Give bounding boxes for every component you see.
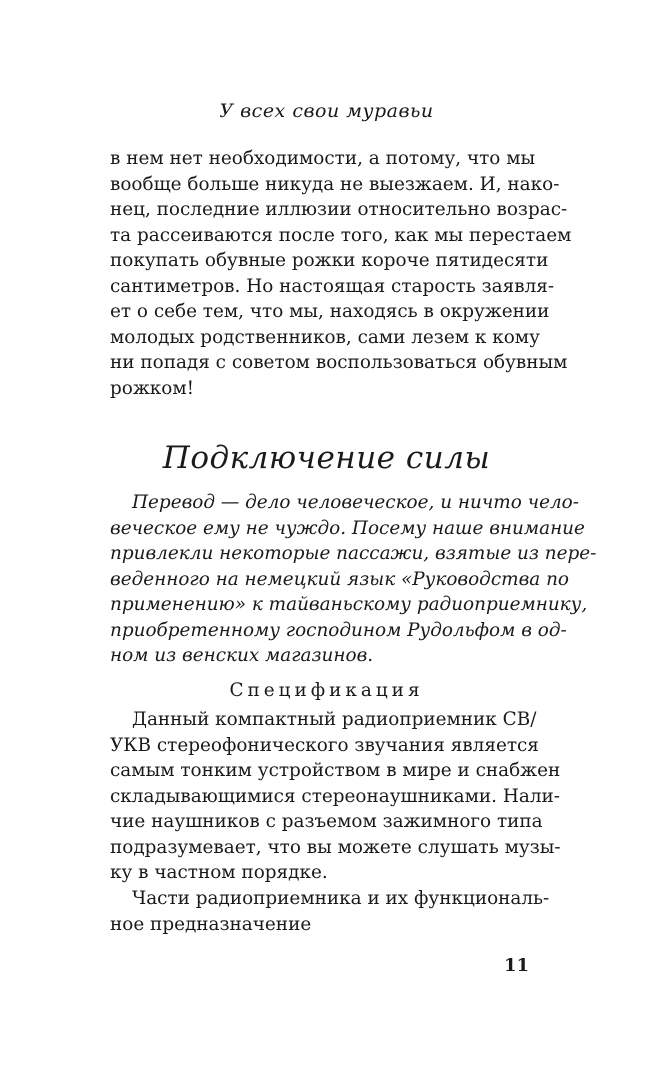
text-line: Данный компактный радиоприемник СВ/ [132,709,537,730]
text-line: сантиметров. Но настоящая старость заявля- [110,275,555,297]
text-line: веденного на немецкий язык «Руководства по [110,568,570,590]
paragraph-top [110,146,572,401]
text-line: ном из венских магазинов. [110,645,374,666]
text-line: вообще больше никуда не выезжаем. И, нако- [110,173,560,195]
text-line: нец, последние иллюзии относительно возрас- [110,199,568,220]
text-line: УКВ стереофонического звучания является [110,734,539,756]
page-number: 11 [503,955,529,976]
text-line: ку в частном порядке. [110,862,328,883]
text-line: приобретенному господином Рудольфом в од- [110,619,567,641]
text-line: Части радиоприемника и их функциональ- [132,888,550,909]
text-line: молодых родственников, сами лезем к кому [110,326,540,348]
text-line: Перевод — дело человеческое, и ничто чело- [132,492,579,513]
text-line: чие наушников с разъемом зажимного типа [110,811,543,832]
intro-paragraph [110,490,597,669]
spec-paragraph [110,707,561,886]
text-line: ни попадя с советом воспользоваться обувным [110,352,568,373]
text-line: ет о себе тем, что мы, находясь в окружении [110,301,550,322]
text-line: та рассеиваются после того, как мы перестаем [110,224,572,246]
text-line: подразумевает, что вы можете слушать музы- [110,836,561,858]
subheading: Спецификация [229,680,424,701]
text-line: в нем нет необходимости, а потому, что мы [110,148,536,169]
text-line: покупать обувные рожки короче пятидесяти [110,250,549,271]
text-line: применению» к тайваньскому радиоприемнику, [110,594,588,615]
running-head: У всех свои муравьи [219,100,434,122]
text-line: веческое ему не чуждо. Посему наше внимание [110,517,585,539]
section-heading: Подключение силы [162,440,491,476]
text-line: привлекли некоторые пассажи, взятые из пере- [110,543,597,564]
text-line: самым тонким устройством в мире и снабжен [110,760,561,781]
text-line: ное предназначение [110,913,312,935]
text-line: складывающимися стереонаушниками. Нали- [110,785,561,807]
parts-paragraph [110,886,550,937]
text-line: рожком! [110,377,195,399]
